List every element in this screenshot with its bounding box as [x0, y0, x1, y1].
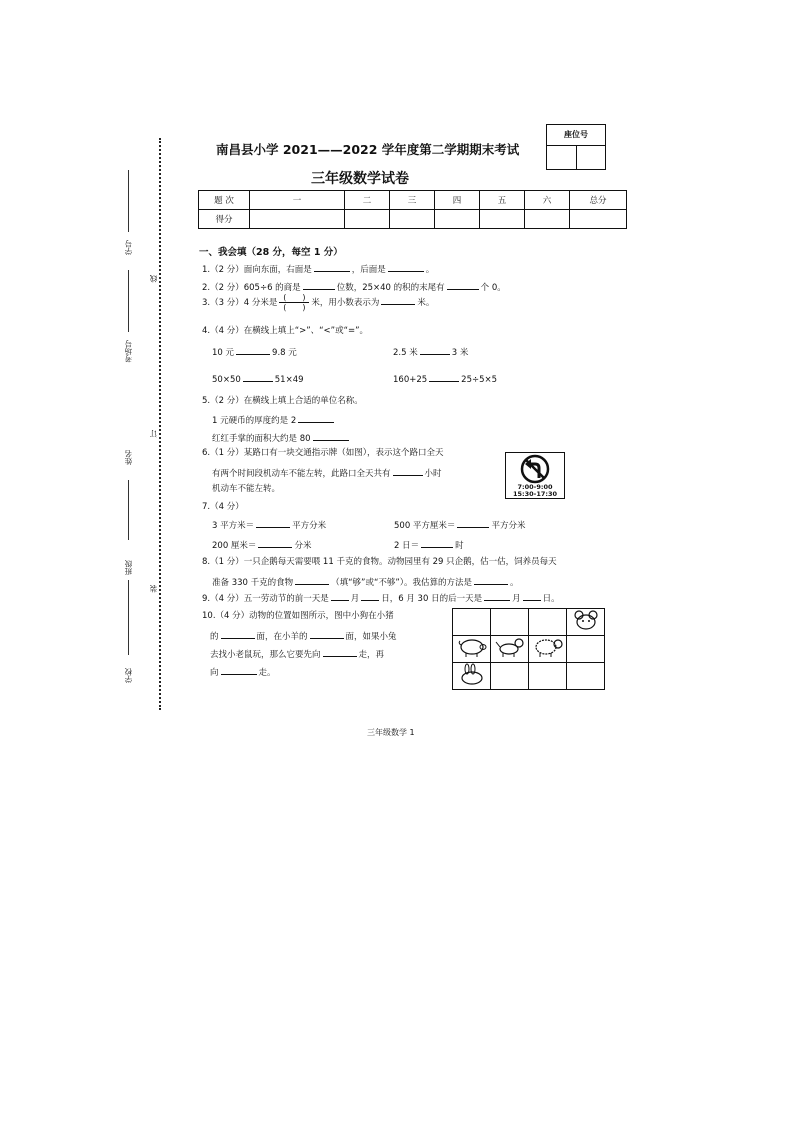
- question-4-intro: 4.（4 分）在横线上填上“>”、“<”或“=”。: [202, 326, 369, 336]
- margin-school-label: 学校: [124, 668, 133, 683]
- dog-icon: [494, 636, 526, 658]
- answer-blank[interactable]: [388, 263, 424, 272]
- grid-cell: [567, 636, 605, 663]
- grid-cell: [453, 663, 491, 690]
- score-header-cell: 一: [250, 191, 345, 210]
- question-1: 1.（2 分）面向东面，右面是 ，后面是 。: [202, 265, 435, 275]
- question-5-intro: 5.（2 分）在横线上填上合适的单位名称。: [202, 396, 363, 406]
- answer-blank[interactable]: [236, 346, 270, 355]
- question-6-line1: 6.（1 分）某路口有一块交通指示牌（如图），表示这个路口全天: [202, 448, 444, 458]
- question-10-line4: 向 走。: [210, 668, 276, 678]
- question-8-line2: 准备 330 千克的食物 （填“够”或“不够”）。我估算的方法是 。: [212, 578, 519, 588]
- score-row-label: 得分: [199, 210, 250, 229]
- q7-item-c: 200 厘米＝ 分米: [212, 541, 312, 551]
- score-cell[interactable]: [435, 210, 480, 229]
- answer-blank[interactable]: [323, 648, 357, 657]
- answer-blank[interactable]: [298, 414, 334, 423]
- answer-blank[interactable]: [474, 576, 508, 585]
- answer-blank[interactable]: [361, 592, 379, 601]
- question-6-line2: 有两个时间段机动车不能左转，此路口全天共有 小时: [212, 469, 442, 479]
- pig-icon: [456, 636, 488, 658]
- exam-title: 南昌县小学 2021——2022 学年度第二学期期末考试: [216, 142, 520, 157]
- q4-compare-a: 10 元 9.8 元: [212, 348, 297, 358]
- score-header-cell: 六: [525, 191, 570, 210]
- question-10-line2: 的 面，在小羊的 面，如果小兔: [210, 632, 397, 642]
- question-2: 2.（2 分）605÷6 的商是 位数，25×40 的积的末尾有 个 0。: [202, 283, 506, 293]
- answer-blank[interactable]: [221, 666, 257, 675]
- question-3: 3.（3 分）4 分米是 $\frac{( )}{( )}$ 米，用小数表示为 米。: [202, 293, 435, 312]
- grid-cell: [491, 636, 529, 663]
- no-left-turn-sign: [505, 452, 565, 499]
- score-table-header-row: [199, 191, 627, 210]
- question-10-line1: 10.（4 分）动物的位置如图所示，图中小狗在小猪: [202, 611, 394, 621]
- answer-blank[interactable]: [393, 467, 423, 476]
- exam-subtitle: 三年级数学试卷: [311, 171, 409, 187]
- class-line: [128, 580, 129, 655]
- score-cell[interactable]: [570, 210, 627, 229]
- seat-cell-1: [547, 146, 577, 169]
- score-header-cell: 题 次: [199, 191, 250, 210]
- score-header-cell: 四: [435, 191, 480, 210]
- answer-blank[interactable]: [421, 539, 453, 548]
- score-header-cell: 三: [390, 191, 435, 210]
- q4-compare-d: 160+25 25÷5×5: [393, 375, 498, 385]
- margin-student-id-label: 学号: [124, 240, 133, 255]
- seat-number-label: 座位号: [547, 125, 605, 146]
- question-9: 9.（4 分）五一劳动节的前一天是 月 日，6 月 30 日的后一天是 月 日。: [202, 594, 560, 604]
- answer-blank[interactable]: [258, 539, 292, 548]
- q7-item-d: 2 日＝ 时: [394, 541, 464, 551]
- grid-cell: [491, 609, 529, 636]
- sign-time-1: 7:00-9:00: [517, 483, 553, 491]
- question-10-line3: 去找小老鼠玩，那么它要先向 走，再: [210, 650, 385, 660]
- answer-blank[interactable]: [523, 592, 541, 601]
- q4-compare-c: 50×50 51×49: [212, 375, 304, 385]
- q5-item-b: 红红手掌的面积大约是 80: [212, 432, 351, 444]
- mouse-icon: [571, 609, 601, 631]
- answer-blank[interactable]: [331, 592, 349, 601]
- margin-xian-label: 线: [149, 275, 158, 283]
- score-header-cell: 五: [480, 191, 525, 210]
- fraction-blank[interactable]: $\frac{( )}{( )}$: [279, 293, 309, 312]
- answer-blank[interactable]: [295, 576, 329, 585]
- grid-cell: [453, 609, 491, 636]
- score-table-score-row: [199, 210, 627, 229]
- question-8-line1: 8.（1 分）一只企鹅每天需要喂 11 千克的食物。动物园里有 29 只企鹅，估一估，饲养员每天: [202, 557, 557, 567]
- answer-blank[interactable]: [484, 592, 510, 601]
- grid-cell: [529, 609, 567, 636]
- answer-blank[interactable]: [429, 373, 459, 382]
- answer-blank[interactable]: [420, 346, 450, 355]
- answer-blank[interactable]: [313, 432, 349, 441]
- score-cell[interactable]: [250, 210, 345, 229]
- binding-dotted-line: [159, 138, 161, 710]
- margin-class-label: 班级: [124, 560, 133, 575]
- answer-blank[interactable]: [310, 630, 344, 639]
- q4-compare-b: 2.5 米 3 米: [393, 348, 469, 358]
- sheep-icon: [532, 636, 564, 658]
- name-line: [128, 480, 129, 540]
- section-1-heading: 一、我会填（28 分，每空 1 分）: [199, 247, 343, 258]
- answer-blank[interactable]: [457, 519, 489, 528]
- answer-blank[interactable]: [381, 296, 415, 305]
- page-footer: 三年级数学 1: [367, 728, 415, 737]
- margin-name-label: 姓名: [124, 450, 133, 465]
- grid-cell: [567, 609, 605, 636]
- answer-blank[interactable]: [221, 630, 255, 639]
- score-cell[interactable]: [390, 210, 435, 229]
- q5-item-a: 1 元硬币的厚度约是 2: [212, 414, 336, 426]
- score-cell[interactable]: [525, 210, 570, 229]
- grid-cell: [529, 663, 567, 690]
- margin-ding-label: 订: [149, 430, 158, 438]
- student-id-line: [128, 170, 129, 232]
- grid-cell: [491, 663, 529, 690]
- answer-blank[interactable]: [243, 373, 273, 382]
- margin-zhuang-label: 装: [149, 585, 158, 593]
- answer-blank[interactable]: [303, 281, 335, 290]
- answer-blank[interactable]: [447, 281, 479, 290]
- q7-item-b: 500 平方厘米＝ 平方分米: [394, 521, 526, 531]
- grid-cell: [567, 663, 605, 690]
- grid-cell: [529, 636, 567, 663]
- sign-time-2: 15:30-17:30: [512, 490, 558, 498]
- animal-position-grid: [452, 608, 605, 690]
- seat-cell-2: [577, 146, 606, 169]
- exam-room-line: [128, 270, 129, 332]
- score-table: [198, 190, 627, 229]
- margin-exam-room-label: 考场号: [124, 340, 133, 363]
- score-header-cell: 二: [345, 191, 390, 210]
- question-7-intro: 7.（4 分）: [202, 502, 244, 512]
- score-cell[interactable]: [345, 210, 390, 229]
- rabbit-icon: [457, 663, 487, 685]
- q7-item-a: 3 平方米＝ 平方分米: [212, 521, 327, 531]
- no-left-turn-icon: [506, 454, 564, 484]
- score-cell[interactable]: [480, 210, 525, 229]
- question-6-line3: 机动车不能左转。: [212, 484, 281, 494]
- answer-blank[interactable]: [256, 519, 290, 528]
- grid-cell: [453, 636, 491, 663]
- seat-number-box: [546, 124, 606, 170]
- score-header-cell: 总分: [570, 191, 627, 210]
- answer-blank[interactable]: [314, 263, 350, 272]
